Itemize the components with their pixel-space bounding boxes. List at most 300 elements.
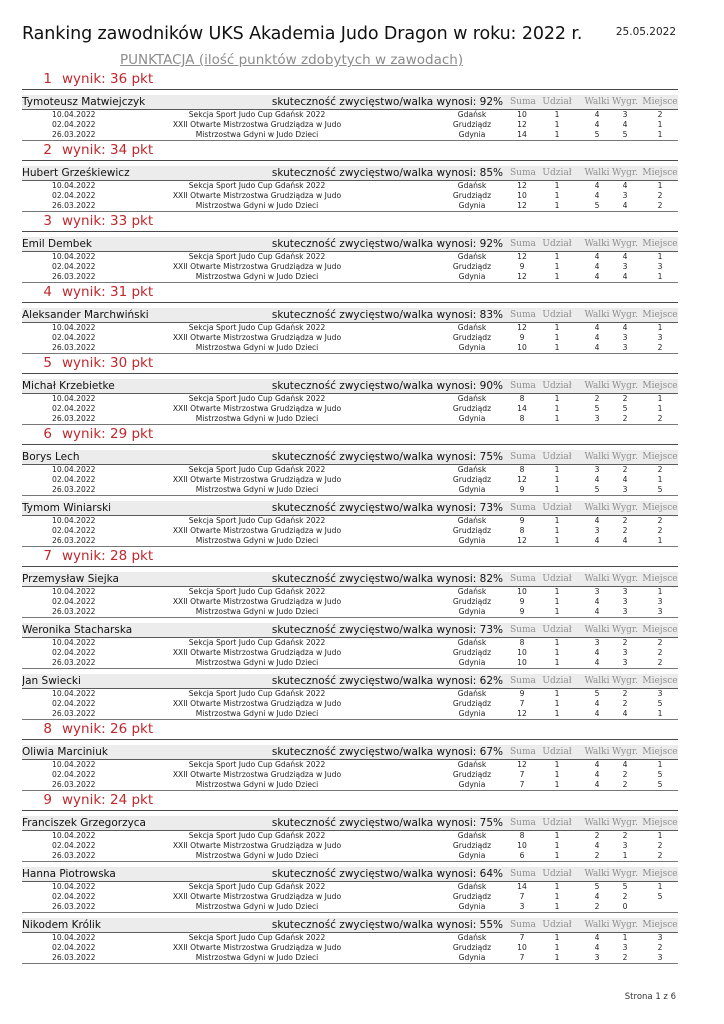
result-event: Mistrzostwa Gdyni w Judo Dzieci — [195, 902, 319, 911]
result-walki: 4 — [594, 110, 600, 119]
rank-number: 1 — [43, 71, 52, 87]
column-header-wygr: Wygr. — [611, 503, 639, 513]
result-row — [22, 658, 678, 669]
result-walki: 5 — [594, 201, 600, 210]
result-row — [22, 689, 678, 699]
result-row — [22, 120, 678, 130]
result-city: Gdynia — [458, 414, 486, 423]
result-udzial: 1 — [554, 851, 560, 860]
result-row — [22, 272, 678, 283]
result-city: Gdańsk — [457, 831, 487, 840]
result-city: Grudziądz — [452, 333, 492, 342]
column-header-miejsce: Miejsce — [642, 97, 678, 107]
result-suma: 12 — [517, 323, 527, 332]
result-miejsce: 3 — [657, 953, 663, 962]
result-udzial: 1 — [554, 638, 560, 647]
result-date: 10.04.2022 — [52, 831, 96, 840]
result-row — [22, 882, 678, 892]
result-city: Gdynia — [458, 485, 486, 494]
result-miejsce: 2 — [657, 191, 663, 200]
result-event: XXII Otwarte Mistrzostwa Grudziądza w Judo — [172, 262, 342, 271]
result-row — [22, 262, 678, 272]
result-miejsce: 1 — [657, 760, 663, 769]
result-walki: 3 — [594, 587, 600, 596]
result-date: 02.04.2022 — [52, 648, 96, 657]
athlete-name: Hubert Grześkiewicz — [22, 167, 130, 179]
result-miejsce: 1 — [657, 536, 663, 545]
column-header-udzial: Udział — [542, 97, 572, 107]
result-city: Gdańsk — [457, 882, 487, 891]
result-udzial: 1 — [554, 181, 560, 190]
result-date: 26.03.2022 — [52, 130, 96, 139]
column-header-walki: Walki — [584, 503, 610, 513]
athlete-name: Oliwia Marciniuk — [22, 746, 108, 758]
result-event: XXII Otwarte Mistrzostwa Grudziądza w Judo — [172, 526, 342, 535]
result-udzial: 1 — [554, 689, 560, 698]
result-suma: 6 — [519, 851, 525, 860]
result-udzial: 1 — [554, 191, 560, 200]
result-wygr: 2 — [622, 699, 628, 708]
result-miejsce: 1 — [657, 181, 663, 190]
result-city: Gdańsk — [457, 465, 487, 474]
athlete-name: Tymoteusz Matwiejczyk — [22, 96, 146, 108]
column-header-miejsce: Miejsce — [642, 452, 678, 462]
result-wygr: 2 — [622, 780, 628, 789]
result-row — [22, 953, 678, 964]
athlete-effectiveness: skuteczność zwycięstwo/walka wynosi: 75% — [271, 451, 503, 463]
result-walki: 4 — [594, 536, 600, 545]
result-date: 26.03.2022 — [52, 780, 96, 789]
result-event: Sekcja Sport Judo Cup Gdańsk 2022 — [188, 465, 326, 474]
column-header-udzial: Udział — [542, 747, 572, 757]
athlete-effectiveness: skuteczność zwycięstwo/walka wynosi: 90% — [271, 380, 503, 392]
result-suma: 7 — [519, 699, 525, 708]
column-header-suma: Suma — [510, 676, 536, 686]
result-date: 02.04.2022 — [52, 526, 96, 535]
result-date: 02.04.2022 — [52, 262, 96, 271]
column-header-udzial: Udział — [542, 239, 572, 249]
athlete-block — [22, 308, 678, 354]
result-city: Gdynia — [458, 953, 486, 962]
result-event: Mistrzostwa Gdyni w Judo Dzieci — [195, 658, 319, 667]
column-header-miejsce: Miejsce — [642, 168, 678, 178]
athlete-header — [22, 237, 678, 252]
result-udzial: 1 — [554, 933, 560, 942]
result-wygr: 2 — [622, 770, 628, 779]
result-miejsce: 2 — [657, 841, 663, 850]
rank-number: 6 — [43, 426, 52, 442]
result-miejsce: 5 — [657, 892, 663, 901]
result-date: 10.04.2022 — [52, 465, 96, 474]
column-header-miejsce: Miejsce — [642, 239, 678, 249]
athlete-block — [22, 501, 678, 547]
rank-score: wynik: 26 pkt — [62, 721, 154, 737]
column-header-wygr: Wygr. — [611, 676, 639, 686]
result-date: 02.04.2022 — [52, 892, 96, 901]
result-walki: 3 — [594, 638, 600, 647]
result-event: Mistrzostwa Gdyni w Judo Dzieci — [195, 607, 319, 616]
result-udzial: 1 — [554, 516, 560, 525]
rank-score: wynik: 34 pkt — [62, 142, 154, 158]
result-event: XXII Otwarte Mistrzostwa Grudziądza w Judo — [172, 841, 342, 850]
rank-score: wynik: 31 pkt — [62, 284, 154, 300]
result-miejsce: 1 — [657, 323, 663, 332]
column-header-udzial: Udział — [542, 625, 572, 635]
result-udzial: 1 — [554, 770, 560, 779]
result-wygr: 5 — [622, 882, 628, 891]
result-suma: 12 — [517, 760, 527, 769]
result-walki: 3 — [594, 465, 600, 474]
result-udzial: 1 — [554, 892, 560, 901]
athlete-name: Nikodem Królik — [22, 919, 101, 931]
result-event: Mistrzostwa Gdyni w Judo Dzieci — [195, 272, 319, 281]
result-event: Sekcja Sport Judo Cup Gdańsk 2022 — [188, 181, 326, 190]
result-udzial: 1 — [554, 333, 560, 342]
result-date: 10.04.2022 — [52, 516, 96, 525]
result-city: Grudziądz — [452, 943, 492, 952]
result-miejsce: 2 — [657, 414, 663, 423]
column-header-walki: Walki — [584, 920, 610, 930]
result-suma: 9 — [519, 607, 525, 616]
result-event: Mistrzostwa Gdyni w Judo Dzieci — [195, 343, 319, 352]
result-date: 10.04.2022 — [52, 638, 96, 647]
result-event: Mistrzostwa Gdyni w Judo Dzieci — [195, 953, 319, 962]
column-header-suma: Suma — [510, 168, 536, 178]
column-header-wygr: Wygr. — [611, 869, 639, 879]
column-header-walki: Walki — [584, 818, 610, 828]
result-walki: 4 — [594, 343, 600, 352]
result-row — [22, 526, 678, 536]
result-udzial: 1 — [554, 262, 560, 271]
result-date: 10.04.2022 — [52, 689, 96, 698]
result-row — [22, 851, 678, 862]
athlete-name: Przemysław Siejka — [22, 573, 119, 585]
athlete-effectiveness: skuteczność zwycięstwo/walka wynosi: 73% — [271, 624, 503, 636]
result-event: Sekcja Sport Judo Cup Gdańsk 2022 — [188, 933, 326, 942]
result-row — [22, 638, 678, 648]
result-row — [22, 201, 678, 212]
result-walki: 4 — [594, 760, 600, 769]
result-wygr: 4 — [622, 475, 628, 484]
result-date: 10.04.2022 — [52, 760, 96, 769]
result-row — [22, 709, 678, 720]
result-wygr: 2 — [622, 394, 628, 403]
result-miejsce: 2 — [657, 343, 663, 352]
result-walki: 4 — [594, 709, 600, 718]
result-suma: 9 — [519, 333, 525, 342]
result-miejsce: 2 — [657, 658, 663, 667]
result-wygr: 2 — [622, 516, 628, 525]
result-miejsce: 3 — [657, 933, 663, 942]
result-suma: 10 — [517, 587, 527, 596]
result-event: Sekcja Sport Judo Cup Gdańsk 2022 — [188, 882, 326, 891]
result-date: 26.03.2022 — [52, 485, 96, 494]
column-header-suma: Suma — [510, 239, 536, 249]
rank-score: wynik: 24 pkt — [62, 792, 154, 808]
report-date: 25.05.2022 — [615, 26, 676, 38]
column-header-miejsce: Miejsce — [642, 676, 678, 686]
column-header-udzial: Udział — [542, 503, 572, 513]
result-event: Mistrzostwa Gdyni w Judo Dzieci — [195, 485, 319, 494]
result-wygr: 4 — [622, 536, 628, 545]
result-row — [22, 252, 678, 262]
athlete-header — [22, 745, 678, 760]
result-udzial: 1 — [554, 485, 560, 494]
result-date: 26.03.2022 — [52, 536, 96, 545]
athlete-block — [22, 674, 678, 720]
result-udzial: 1 — [554, 323, 560, 332]
result-walki: 4 — [594, 841, 600, 850]
column-header-wygr: Wygr. — [611, 452, 639, 462]
result-miejsce: 2 — [657, 526, 663, 535]
result-city: Gdańsk — [457, 933, 487, 942]
athlete-header — [22, 308, 678, 323]
column-header-wygr: Wygr. — [611, 920, 639, 930]
result-suma: 12 — [517, 181, 527, 190]
athlete-header — [22, 572, 678, 587]
result-wygr: 3 — [622, 333, 628, 342]
result-event: Sekcja Sport Judo Cup Gdańsk 2022 — [188, 394, 326, 403]
result-city: Grudziądz — [452, 404, 492, 413]
result-walki: 4 — [594, 933, 600, 942]
result-udzial: 1 — [554, 536, 560, 545]
result-suma: 12 — [517, 252, 527, 261]
column-header-walki: Walki — [584, 625, 610, 635]
result-wygr: 3 — [622, 110, 628, 119]
result-wygr: 3 — [622, 648, 628, 657]
result-row — [22, 343, 678, 354]
column-header-walki: Walki — [584, 452, 610, 462]
result-miejsce: 1 — [657, 272, 663, 281]
rank-number: 3 — [43, 213, 52, 229]
column-header-suma: Suma — [510, 574, 536, 584]
result-wygr: 0 — [622, 902, 628, 911]
result-row — [22, 780, 678, 791]
result-date: 02.04.2022 — [52, 841, 96, 850]
result-suma: 10 — [517, 648, 527, 657]
result-wygr: 4 — [622, 709, 628, 718]
athlete-block — [22, 623, 678, 669]
result-event: XXII Otwarte Mistrzostwa Grudziądza w Judo — [172, 333, 342, 342]
result-suma: 12 — [517, 536, 527, 545]
result-walki: 4 — [594, 607, 600, 616]
result-wygr: 2 — [622, 831, 628, 840]
column-header-suma: Suma — [510, 625, 536, 635]
result-row — [22, 465, 678, 475]
athlete-block — [22, 237, 678, 283]
result-wygr: 2 — [622, 638, 628, 647]
result-city: Gdańsk — [457, 516, 487, 525]
result-date: 10.04.2022 — [52, 882, 96, 891]
athlete-name: Franciszek Grzegorzyca — [22, 817, 146, 829]
result-suma: 8 — [519, 526, 525, 535]
column-header-wygr: Wygr. — [611, 381, 639, 391]
result-udzial: 1 — [554, 272, 560, 281]
result-suma: 8 — [519, 414, 525, 423]
result-udzial: 1 — [554, 394, 560, 403]
result-row — [22, 414, 678, 425]
result-walki: 4 — [594, 780, 600, 789]
result-date: 02.04.2022 — [52, 191, 96, 200]
column-header-suma: Suma — [510, 920, 536, 930]
column-header-wygr: Wygr. — [611, 168, 639, 178]
athlete-header — [22, 867, 678, 882]
result-date: 10.04.2022 — [52, 181, 96, 190]
column-header-suma: Suma — [510, 869, 536, 879]
page-subtitle: PUNKTACJA (ilość punktów zdobytych w zawodach) — [120, 52, 464, 68]
result-suma: 12 — [517, 272, 527, 281]
result-date: 26.03.2022 — [52, 414, 96, 423]
result-walki: 4 — [594, 333, 600, 342]
result-row — [22, 933, 678, 943]
result-walki: 4 — [594, 648, 600, 657]
athlete-effectiveness: skuteczność zwycięstwo/walka wynosi: 82% — [271, 573, 503, 585]
rank-header — [22, 212, 678, 232]
column-header-wygr: Wygr. — [611, 574, 639, 584]
result-suma: 10 — [517, 110, 527, 119]
result-suma: 8 — [519, 465, 525, 474]
result-suma: 9 — [519, 516, 525, 525]
result-city: Gdynia — [458, 130, 486, 139]
result-wygr: 3 — [622, 343, 628, 352]
result-row — [22, 475, 678, 485]
column-header-walki: Walki — [584, 676, 610, 686]
result-miejsce: 5 — [657, 770, 663, 779]
result-event: Sekcja Sport Judo Cup Gdańsk 2022 — [188, 587, 326, 596]
result-walki: 3 — [594, 953, 600, 962]
result-date: 02.04.2022 — [52, 120, 96, 129]
result-walki: 5 — [594, 485, 600, 494]
athlete-block — [22, 572, 678, 618]
result-suma: 3 — [519, 902, 525, 911]
result-udzial: 1 — [554, 709, 560, 718]
result-date: 02.04.2022 — [52, 404, 96, 413]
column-header-udzial: Udział — [542, 452, 572, 462]
result-event: Mistrzostwa Gdyni w Judo Dzieci — [195, 780, 319, 789]
athlete-header — [22, 816, 678, 831]
rank-header — [22, 283, 678, 303]
result-udzial: 1 — [554, 201, 560, 210]
rank-header — [22, 791, 678, 811]
result-row — [22, 770, 678, 780]
result-udzial: 1 — [554, 475, 560, 484]
result-wygr: 3 — [622, 597, 628, 606]
result-udzial: 1 — [554, 343, 560, 352]
athlete-effectiveness: skuteczność zwycięstwo/walka wynosi: 62% — [271, 675, 503, 687]
result-row — [22, 485, 678, 496]
result-row — [22, 323, 678, 333]
column-header-udzial: Udział — [542, 920, 572, 930]
result-event: Mistrzostwa Gdyni w Judo Dzieci — [195, 851, 319, 860]
result-udzial: 1 — [554, 110, 560, 119]
result-suma: 12 — [517, 120, 527, 129]
rank-header — [22, 720, 678, 740]
result-event: Sekcja Sport Judo Cup Gdańsk 2022 — [188, 252, 326, 261]
result-event: Mistrzostwa Gdyni w Judo Dzieci — [195, 536, 319, 545]
result-wygr: 1 — [622, 851, 628, 860]
result-event: Sekcja Sport Judo Cup Gdańsk 2022 — [188, 323, 326, 332]
result-udzial: 1 — [554, 597, 560, 606]
athlete-header — [22, 379, 678, 394]
result-walki: 4 — [594, 272, 600, 281]
result-date: 02.04.2022 — [52, 333, 96, 342]
result-suma: 14 — [517, 404, 527, 413]
result-event: XXII Otwarte Mistrzostwa Grudziądza w Judo — [172, 648, 342, 657]
result-suma: 7 — [519, 892, 525, 901]
athlete-effectiveness: skuteczność zwycięstwo/walka wynosi: 92% — [271, 96, 503, 108]
result-wygr: 3 — [622, 262, 628, 271]
column-header-udzial: Udział — [542, 381, 572, 391]
athlete-block — [22, 450, 678, 496]
result-suma: 14 — [517, 130, 527, 139]
result-row — [22, 130, 678, 141]
result-city: Grudziądz — [452, 475, 492, 484]
column-header-miejsce: Miejsce — [642, 381, 678, 391]
result-city: Gdańsk — [457, 181, 487, 190]
result-row — [22, 841, 678, 851]
result-wygr: 3 — [622, 841, 628, 850]
rank-header — [22, 70, 678, 90]
result-udzial: 1 — [554, 130, 560, 139]
column-header-suma: Suma — [510, 452, 536, 462]
column-header-miejsce: Miejsce — [642, 920, 678, 930]
rank-header — [22, 354, 678, 374]
result-walki: 5 — [594, 130, 600, 139]
athlete-name: Jan Świecki — [22, 675, 81, 687]
result-city: Gdańsk — [457, 394, 487, 403]
result-city: Grudziądz — [452, 841, 492, 850]
result-walki: 4 — [594, 191, 600, 200]
result-event: XXII Otwarte Mistrzostwa Grudziądza w Judo — [172, 120, 342, 129]
rank-score: wynik: 33 pkt — [62, 213, 154, 229]
result-city: Grudziądz — [452, 526, 492, 535]
result-suma: 10 — [517, 841, 527, 850]
athlete-name: Weronika Stacharska — [22, 624, 133, 636]
athlete-block — [22, 379, 678, 425]
result-row — [22, 597, 678, 607]
result-suma: 14 — [517, 882, 527, 891]
column-header-wygr: Wygr. — [611, 97, 639, 107]
result-date: 26.03.2022 — [52, 851, 96, 860]
athlete-name: Borys Lech — [22, 451, 80, 463]
result-miejsce: 3 — [657, 262, 663, 271]
result-wygr: 2 — [622, 526, 628, 535]
athlete-name: Aleksander Marchwiński — [22, 309, 149, 321]
result-suma: 8 — [519, 394, 525, 403]
result-row — [22, 699, 678, 709]
result-city: Gdynia — [458, 607, 486, 616]
result-walki: 5 — [594, 689, 600, 698]
athlete-name: Tymom Winiarski — [22, 502, 112, 514]
result-event: XXII Otwarte Mistrzostwa Grudziądza w Judo — [172, 699, 342, 708]
result-event: XXII Otwarte Mistrzostwa Grudziądza w Judo — [172, 943, 342, 952]
result-wygr: 4 — [622, 120, 628, 129]
result-date: 10.04.2022 — [52, 394, 96, 403]
result-udzial: 1 — [554, 658, 560, 667]
result-event: Sekcja Sport Judo Cup Gdańsk 2022 — [188, 831, 326, 840]
result-date: 10.04.2022 — [52, 933, 96, 942]
result-suma: 7 — [519, 780, 525, 789]
result-event: Sekcja Sport Judo Cup Gdańsk 2022 — [188, 638, 326, 647]
result-walki: 2 — [594, 831, 600, 840]
result-date: 02.04.2022 — [52, 770, 96, 779]
column-header-miejsce: Miejsce — [642, 869, 678, 879]
result-wygr: 4 — [622, 181, 628, 190]
column-header-wygr: Wygr. — [611, 818, 639, 828]
athlete-effectiveness: skuteczność zwycięstwo/walka wynosi: 85% — [271, 167, 503, 179]
athlete-header — [22, 450, 678, 465]
result-walki: 4 — [594, 262, 600, 271]
